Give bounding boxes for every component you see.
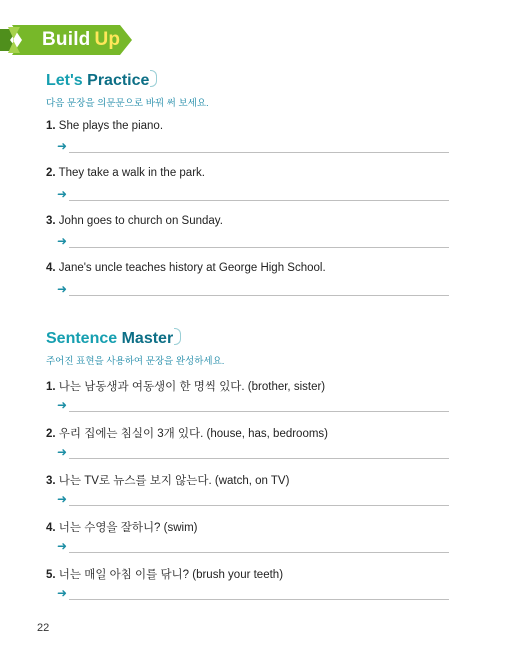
question-text: 나는 남동생과 여동생이 한 명씩 있다. (brother, sister) <box>58 381 326 393</box>
question-text: 나는 TV로 뉴스를 보지 않는다. (watch, on TV) <box>58 475 290 487</box>
question-text: 너는 매일 아침 이를 닦니? (brush your teeth) <box>58 569 284 581</box>
answer-line <box>69 599 449 600</box>
sentence-master-title <box>46 328 181 349</box>
practice-question-3 <box>46 215 223 227</box>
master-question-5 <box>46 566 283 582</box>
master-answer-1[interactable] <box>57 398 449 415</box>
master-answer-4[interactable] <box>57 539 449 556</box>
question-number: 1. <box>46 120 56 132</box>
arrow-icon: ➜ <box>57 139 68 153</box>
arrow-icon: ➜ <box>57 445 68 459</box>
answer-line <box>69 200 449 201</box>
page-number: 22 <box>37 622 50 634</box>
master-answer-3[interactable] <box>57 492 449 509</box>
question-text: They take a walk in the park. <box>58 167 205 179</box>
answer-line <box>69 411 449 412</box>
master-question-2 <box>46 425 328 441</box>
arrow-icon: ➜ <box>57 492 68 506</box>
master-answer-5[interactable] <box>57 586 449 603</box>
practice-answer-2[interactable] <box>57 187 449 204</box>
arrow-icon: ➜ <box>57 539 68 553</box>
arrow-icon: ➜ <box>57 398 68 412</box>
question-text: John goes to church on Sunday. <box>58 215 223 227</box>
practice-question-4 <box>46 262 326 274</box>
arrow-icon: ➜ <box>57 586 68 600</box>
practice-answer-4[interactable] <box>57 282 449 299</box>
master-answer-2[interactable] <box>57 445 449 462</box>
question-text: She plays the piano. <box>58 120 164 132</box>
question-number: 1. <box>46 381 56 393</box>
question-number: 3. <box>46 215 56 227</box>
question-text: Jane's uncle teaches history at George High School. <box>58 262 326 274</box>
title-part1: Sentence <box>46 330 118 347</box>
question-text: 우리 집에는 침실이 3개 있다. (house, has, bedrooms) <box>58 428 329 440</box>
title-part2: Master <box>121 330 174 347</box>
question-number: 2. <box>46 167 56 179</box>
build-up-banner <box>0 25 135 55</box>
lets-practice-title <box>46 70 157 91</box>
banner-word-up: Up <box>94 29 121 50</box>
banner-title <box>42 28 120 52</box>
question-number: 4. <box>46 262 56 274</box>
answer-line <box>69 505 449 506</box>
answer-line <box>69 458 449 459</box>
banner-word-build: Build <box>42 29 91 50</box>
answer-line <box>69 295 449 296</box>
arrow-icon: ➜ <box>57 282 68 296</box>
title-brace <box>150 70 157 87</box>
practice-question-1 <box>46 120 163 132</box>
answer-line <box>69 552 449 553</box>
practice-question-2 <box>46 167 205 179</box>
practice-answer-3[interactable] <box>57 234 449 251</box>
title-part1: Let's <box>46 72 83 89</box>
master-question-1 <box>46 378 325 394</box>
answer-line <box>69 152 449 153</box>
question-number: 4. <box>46 522 56 534</box>
arrow-icon: ➜ <box>57 187 68 201</box>
master-instruction: 주어진 표현을 사용하여 문장을 완성하세요. <box>46 356 225 367</box>
question-text: 너는 수영을 잘하니? (swim) <box>58 522 198 534</box>
question-number: 5. <box>46 569 56 581</box>
master-question-3 <box>46 472 289 488</box>
question-number: 3. <box>46 475 56 487</box>
practice-answer-1[interactable] <box>57 139 449 156</box>
arrow-icon: ➜ <box>57 234 68 248</box>
answer-line <box>69 247 449 248</box>
question-number: 2. <box>46 428 56 440</box>
practice-instruction: 다음 문장을 의문문으로 바꿔 써 보세요. <box>46 98 209 109</box>
master-question-4 <box>46 519 198 535</box>
title-brace <box>174 328 181 345</box>
title-part2: Practice <box>87 72 150 89</box>
